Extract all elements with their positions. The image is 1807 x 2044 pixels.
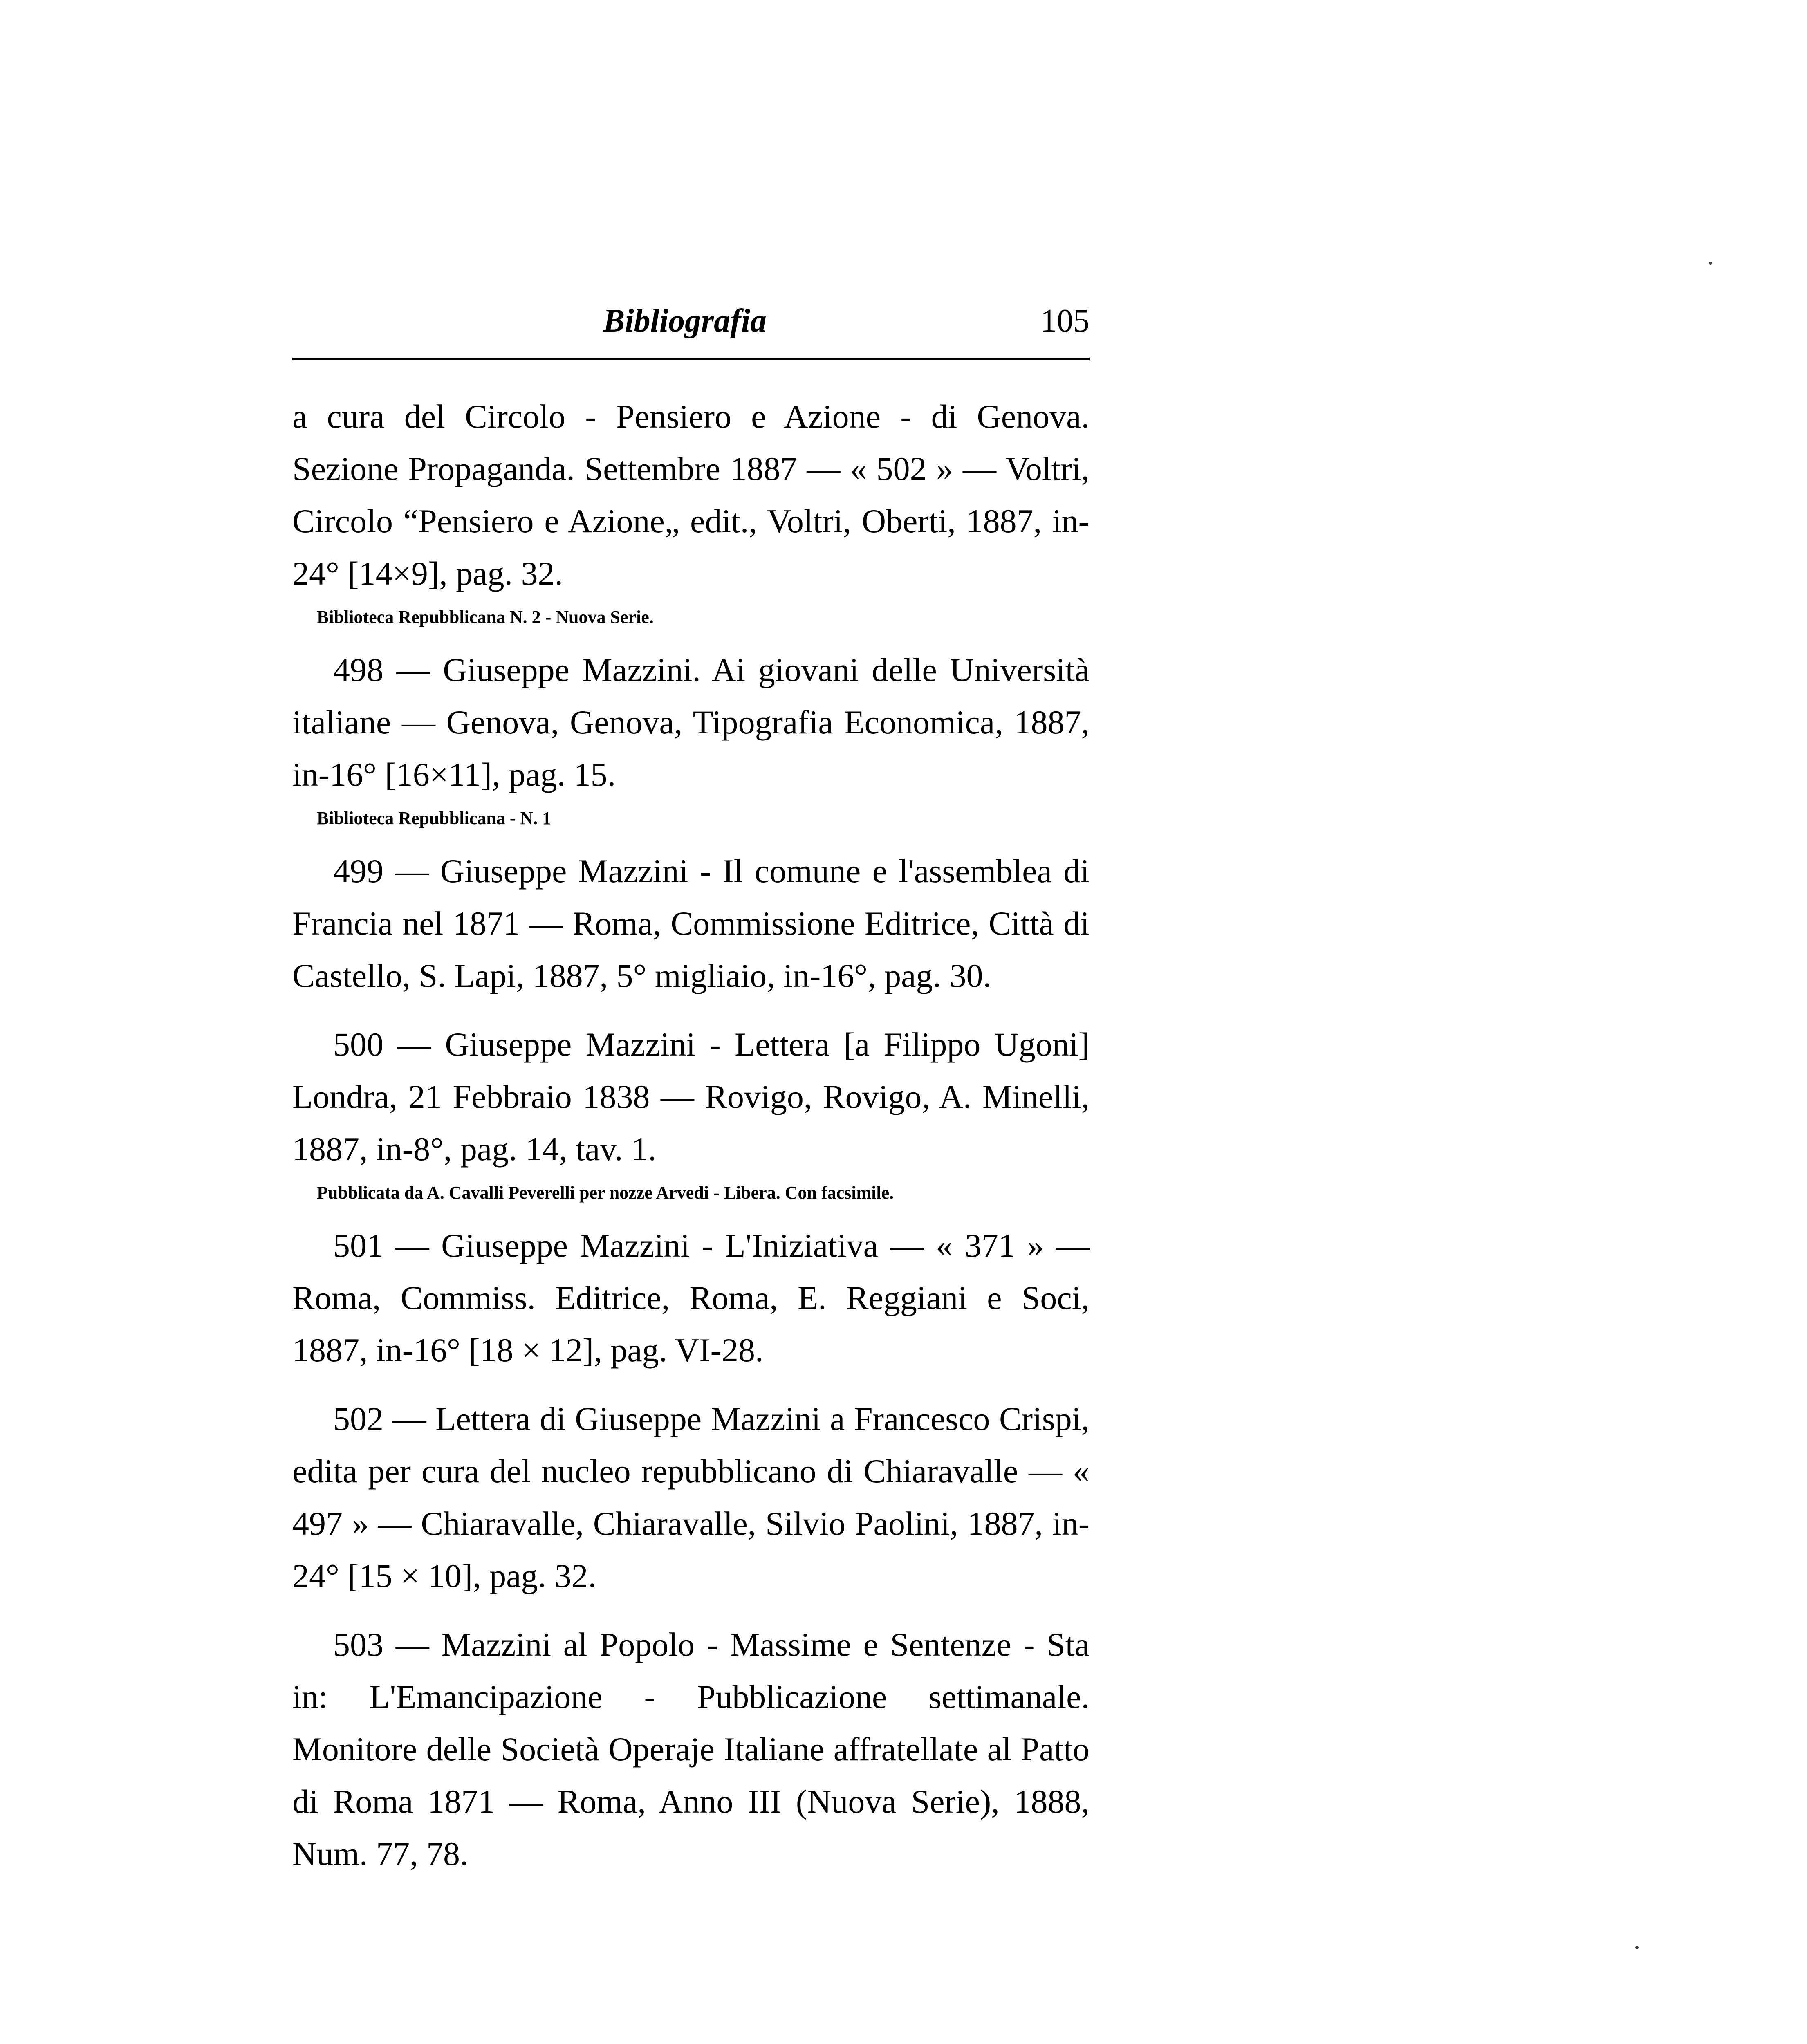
entry-501: 501 — Giuseppe Mazzini - L'Iniziativa — « 371 » — Roma, Commiss. Editrice, Roma, E. Reggiani e Soci, 1887, in-16° [18 × 12], pag. VI-28.: [292, 1227, 1090, 1369]
header-rule: [292, 358, 1090, 360]
entry-499: 499 — Giuseppe Mazzini - Il comune e l'assemblea di Francia nel 1871 — Roma, Commissione Editrice, Città di Castello, S. Lapi, 1887, 5° migliaio, in-16°, pag. 30.: [292, 852, 1090, 994]
entry-note: Biblioteca Repubblicana - N. 1: [317, 808, 552, 828]
scan-speck: [1635, 1946, 1639, 1949]
bibliography-entries: [292, 390, 1090, 1880]
entry-502: 502 — Lettera di Giuseppe Mazzini a Francesco Crispi, edita per cura del nucleo repubblicano di Chiaravalle — « 497 » — Chiaravalle, Chiaravalle, Silvio Paolini, 1887, in-24° [15 × 10], pag. 32.: [292, 1400, 1090, 1594]
entry-gap: [292, 1602, 1090, 1618]
entry-note: Biblioteca Repubblicana N. 2 - Nuova Serie.: [317, 607, 654, 627]
entry-503: 503 — Mazzini al Popolo - Massime e Sentenze - Sta in: L'Emancipazione - Pubblicazione settimanale. Monitore delle Società Operaje Italiane affratellate al Patto di Roma 1871 — Roma, Anno III (Nuova Serie), 1888, Num. 77, 78.: [292, 1626, 1090, 1872]
entry-continuation: a cura del Circolo - Pensiero e Azione - di Genova. Sezione Propaganda. Settembre 1887 — « 502 » — Voltri, Circolo “Pensiero e Azione„ edit., Voltri, Oberti, 1887, in-24° [14×9], pag. 32.: [292, 398, 1090, 592]
page-number: 105: [1040, 303, 1090, 339]
entry-gap: [292, 1002, 1090, 1018]
entry-500: 500 — Giuseppe Mazzini - Lettera [a Filippo Ugoni] Londra, 21 Febbraio 1838 — Rovigo, Rovigo, A. Minelli, 1887, in-8°, pag. 14, tav. 1.: [292, 1026, 1090, 1168]
scan-speck: [1709, 262, 1712, 265]
page-header: [292, 300, 1090, 362]
entry-498: 498 — Giuseppe Mazzini. Ai giovani delle Università italiane — Genova, Genova, Tipografia Economica, 1887, in-16° [16×11], pag. 15.: [292, 651, 1090, 793]
running-title: Bibliografia: [603, 303, 767, 339]
entry-note: Pubblicata da A. Cavalli Peverelli per nozze Arvedi - Libera. Con facsimile.: [317, 1183, 894, 1203]
entry-gap: [292, 1376, 1090, 1393]
